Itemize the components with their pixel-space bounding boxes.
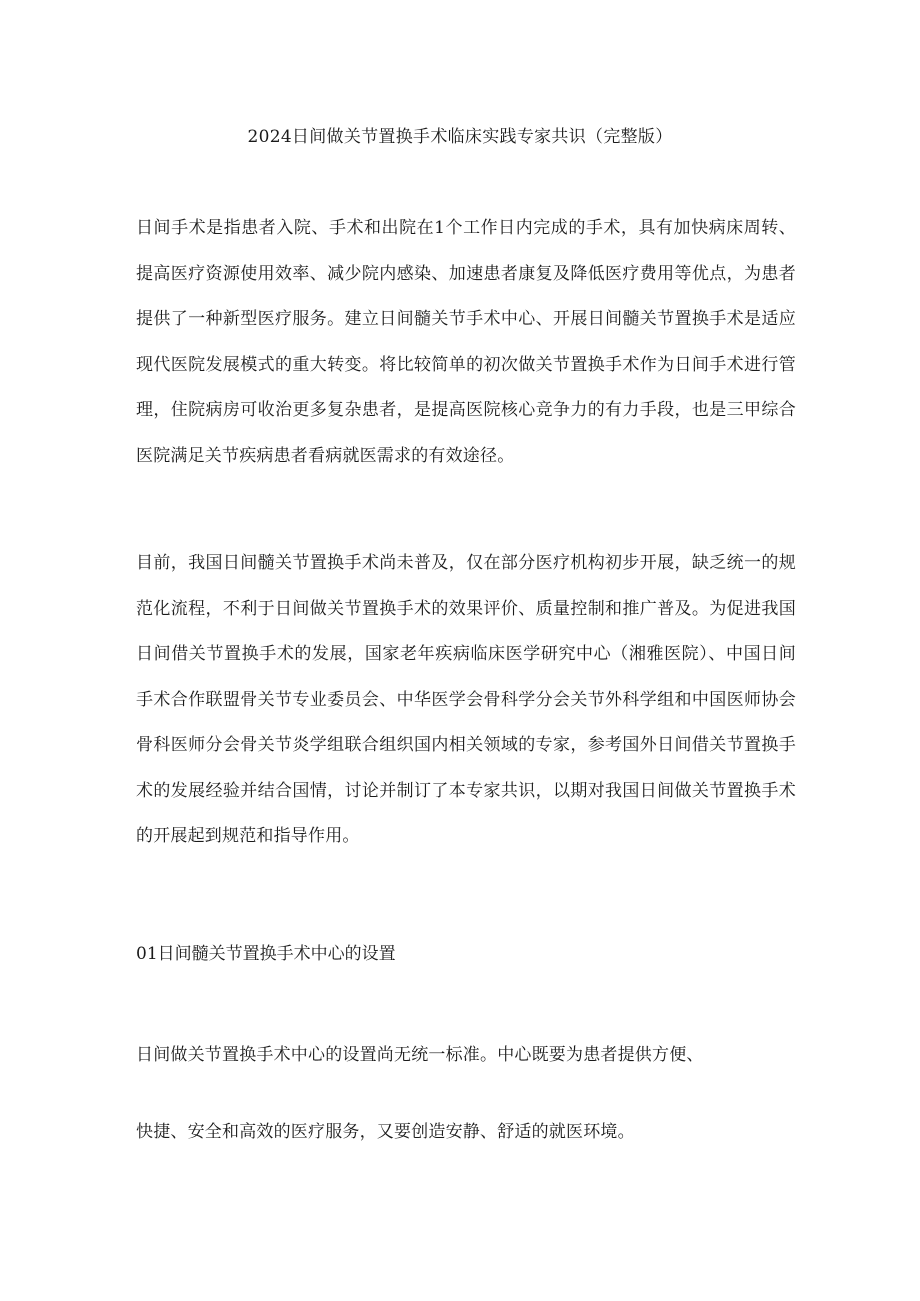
paragraph-background: 目前，我国日间髓关节置换手术尚未普及，仅在部分医疗机构初步开展，缺乏统一的规范化流程，不利于日间做关节置换手术的效果评价、质量控制和推广普及。为促进我国日间借关节置换手术的发展，国家老年疾病临床医学研究中心（湘雅医院）、中国日间手术合作联盟骨关节专业委员会、中华医学会骨科学分会关节外科学组和中国医师协会骨科医师分会骨关节炎学组联合组织国内相关领域的专家，参考国外日间借关节置换手术的发展经验并结合国情，讨论并制订了本专家共识，以期对我国日间做关节置换手术的开展起到规范和指导作用。 [136,553,796,846]
paragraph-intro: 日间手术是指患者入院、手术和出院在1个工作日内完成的手术，具有加快病床周转、提高医疗资源使用效率、减少院内感染、加速患者康复及降低医疗费用等优点，为患者提供了一种新型医疗服务。建立日间髓关节手术中心、开展日间髓关节置换手术是适应现代医院发展模式的重大转变。将比较简单的初次做关节置换手术作为日间手术进行管理，住院病房可收治更多复杂患者，是提高医院核心竞争力的有力手段，也是三甲综合医院满足关节疾病患者看病就医需求的有效途径。 [136,218,796,466]
section-heading: 01日间髓关节置换手术中心的设置 [136,944,396,964]
section-text-line-2: 快捷、安全和高效的医疗服务，又要创造安静、舒适的就医环境。 [136,1122,635,1142]
document-title: 2024日间做关节置换手术临床实践专家共识（完整版） [247,127,673,147]
section-text-line-1: 日间做关节置换手术中心的设置尚无统一标准。中心既要为患者提供方便、 [136,1045,704,1065]
